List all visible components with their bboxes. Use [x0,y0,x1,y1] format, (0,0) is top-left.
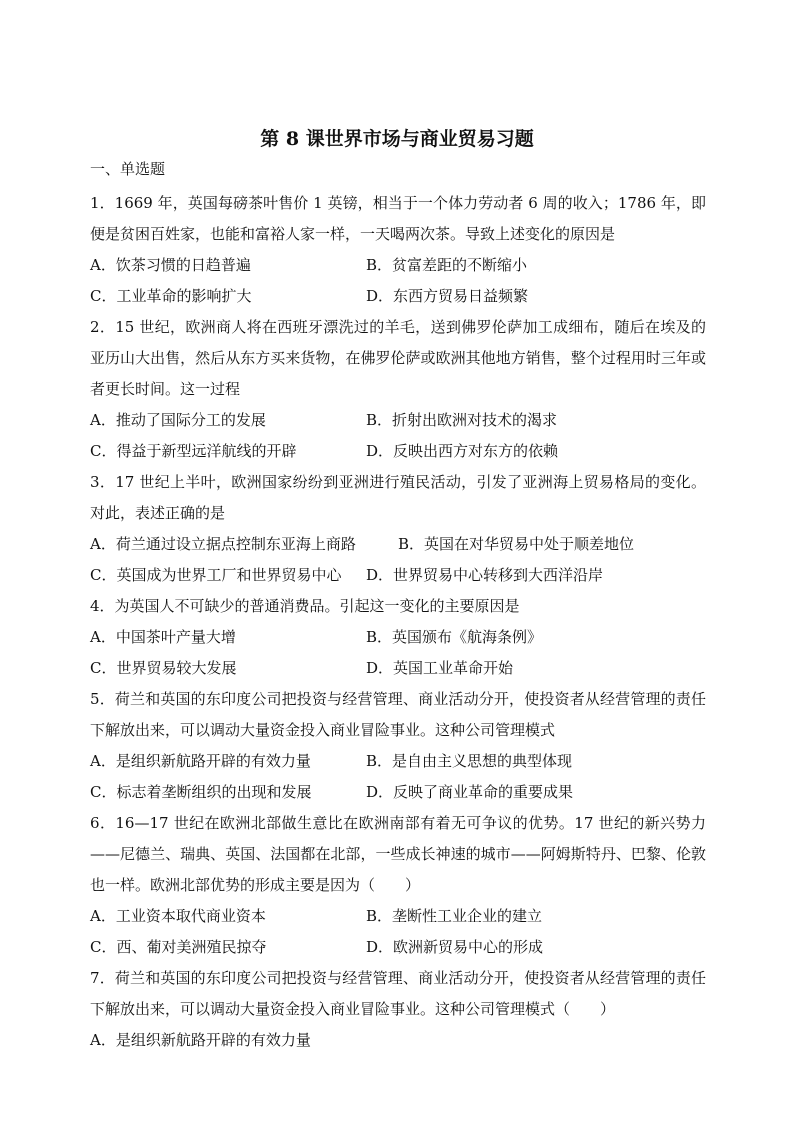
section-heading: 一、单选题 [90,160,166,178]
question-7 [90,963,706,1056]
option-c: C．世界贸易较大发展 [90,659,237,677]
document-title: 第 8 课世界市场与商业贸易习题 [260,128,534,150]
option-d: D．英国工业革命开始 [366,659,514,677]
option-b: B．折射出欧洲对技术的渴求 [366,411,558,429]
option-d: D．东西方贸易日益频繁 [366,287,529,305]
option-d: D．反映了商业革命的重要成果 [366,783,574,801]
question-1 [90,188,706,312]
option-c: C．英国成为世界工厂和世界贸易中心 [90,566,342,584]
option-a: A．是组织新航路开辟的有效力量 [90,1031,311,1049]
option-group [90,1025,706,1056]
option-a: A．工业资本取代商业资本 [90,907,266,925]
question-stem: 2．15 世纪，欧洲商人将在西班牙漂洗过的羊毛，送到佛罗伦萨加工成细布，随后在埃及的亚历山大出售，然后从东方买来货物，在佛罗伦萨或欧洲其他地方销售，整个过程用时三年或者更长时间。这一过程 [90,318,706,398]
question-stem: 1．1669 年，英国每磅茶叶售价 1 英镑，相当于一个体力劳动者 6 周的收入；1786 年，即便是贫困百姓家，也能和富裕人家一样，一天喝两次茶。导致上述变化的原因是 [90,194,706,243]
option-group [90,529,706,591]
option-c: C．得益于新型远洋航线的开辟 [90,442,297,460]
question-5 [90,684,706,808]
option-b: B．贫富差距的不断缩小 [366,256,528,274]
question-list [90,188,706,1056]
question-stem: 5．荷兰和英国的东印度公司把投资与经营管理、商业活动分开，使投资者从经营管理的责任下解放出来，可以调动大量资金投入商业冒险事业。这种公司管理模式 [90,690,706,739]
option-d: D．欧洲新贸易中心的形成 [366,938,544,956]
option-group [90,250,706,312]
option-a: A．推动了国际分工的发展 [90,411,266,429]
option-b: B．垄断性工业企业的建立 [366,907,543,925]
option-group [90,746,706,808]
option-group [90,901,706,963]
question-stem: 3．17 世纪上半叶，欧洲国家纷纷到亚洲进行殖民活动，引发了亚洲海上贸易格局的变化。对此，表述正确的是 [90,473,706,522]
question-stem: 4．为英国人不可缺少的普通消费品。引起这一变化的主要原因是 [90,597,520,615]
option-a: A．荷兰通过设立据点控制东亚海上商路 [90,535,356,553]
option-a: A．是组织新航路开辟的有效力量 [90,752,311,770]
option-a: A．饮茶习惯的日趋普遍 [90,256,251,274]
question-stem: 6．16—17 世纪在欧洲北部做生意比在欧洲南部有着无可争议的优势。17 世纪的新兴势力——尼德兰、瑞典、英国、法国都在北部，一些成长神速的城市——阿姆斯特丹、巴黎、伦敦也一样。欧洲北部优势的形成主要是因为（ ） [90,814,706,894]
option-c: C．西、葡对美洲殖民掠夺 [90,938,267,956]
option-group [90,622,706,684]
option-group [90,405,706,467]
option-c: C．标志着垄断组织的出现和发展 [90,783,312,801]
option-d: D．反映出西方对东方的依赖 [366,442,559,460]
option-d: D．世界贸易中心转移到大西洋沿岸 [366,566,604,584]
option-a: A．中国茶叶产量大增 [90,628,236,646]
option-b: B．英国在对华贸易中处于顺差地位 [398,535,635,553]
option-c: C．工业革命的影响扩大 [90,287,252,305]
question-stem: 7．荷兰和英国的东印度公司把投资与经营管理、商业活动分开，使投资者从经营管理的责任下解放出来，可以调动大量资金投入商业冒险事业。这种公司管理模式（ ） [90,969,706,1018]
question-2 [90,312,706,467]
option-b: B．是自由主义思想的典型体现 [366,752,573,770]
question-3 [90,467,706,591]
option-b: B．英国颁布《航海条例》 [366,628,543,646]
question-6 [90,808,706,963]
question-4 [90,591,706,684]
